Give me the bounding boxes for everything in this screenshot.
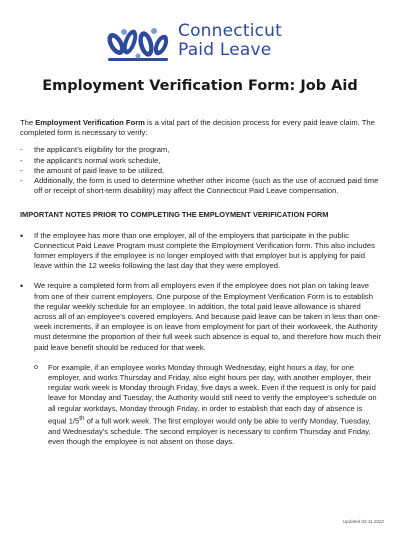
intro-bold-form-name: Employment Verification Form [35,118,145,127]
verify-list [20,145,382,196]
verify-item: - the applicant’s normal work schedule, [20,156,382,166]
intro-rest: is a vital part of the decision process for every paid leave claim. The completed form is necessary to verify: [20,118,375,138]
notes-heading: IMPORTANT NOTES PRIOR TO COMPLETING THE EMPLOYMENT VERIFICATION FORM [20,210,329,220]
updated-date: Updated 03.11.2022 [342,519,384,524]
note-item: • If the employee has more than one employer, all of the employers that participate in the public Connecticut Paid Leave Program must complete the Employment Verification form. This also includes former employers if the employee is no longer employed with that employer but is applying for paid leave within the 12 weeks following the last day that they were employed. [20,231,382,272]
example-part-2: of a full work week. The first employer would only be able to verify Monday, Tuesday, and Wednesday’s schedule. The second employer is necessary to confirm Thursday and Friday, even though the employee is not absent on those days. [48,416,371,446]
example-part-1: For example, if an employee works Monday through Wednesday, eight hours a day, for one employer, and works Thursday and Friday, also eight hours per day, with another employer, their regular work week is Monday through Friday, five days a week. Even if the request is only for paid leave for Monday and Tuesday, the Authority would still need to verify the employee’s schedule on all regular workdays, Monday through Friday, in order to establish that each day of absence is equal 1/5 [48,362,377,426]
connecticut-paid-leave-logo [104,20,284,68]
flower-logo-icon [104,24,174,64]
example-list [34,363,382,447]
logo-line-1: Connecticut [178,21,283,41]
example-superscript: th [79,414,85,422]
intro-prefix: The [20,118,36,127]
intro-paragraph [20,118,382,138]
note-item [20,281,382,447]
logo-line-2: Paid Leave [178,40,272,60]
logo-wordmark [178,22,282,60]
verify-item: - the amount of paid leave to be utilized, [20,166,382,176]
verify-item: - the applicant’s eligibility for the program, [20,145,382,155]
verify-item: - Additionally, the form is used to determine whether other income (such as the use of accrued paid time off or receipt of short-term disability) may affect the Connecticut Paid Leave compensation. [20,176,382,196]
document-body [20,118,382,457]
note-item-text: We require a completed form from all employers even if the employee does not plan on taking leave from one of their current employers. One purpose of the Employment Verification Form is to establish the regular weekly schedule for an employee. In addition, the total paid leave allowance is shared across all of an employee’s covered employers. And because paid leave can be taken in less than one-week increments, if an employee is on leave from employment for part of their workweek, the Authority must determine the proportion of their full week such absence is equal to, and therefore how much their paid leave benefit should be reduced for that week. [34,281,381,352]
example-item [34,363,382,447]
page-title: Employment Verification Form: Job Aid [42,78,358,94]
notes-list [20,231,382,447]
